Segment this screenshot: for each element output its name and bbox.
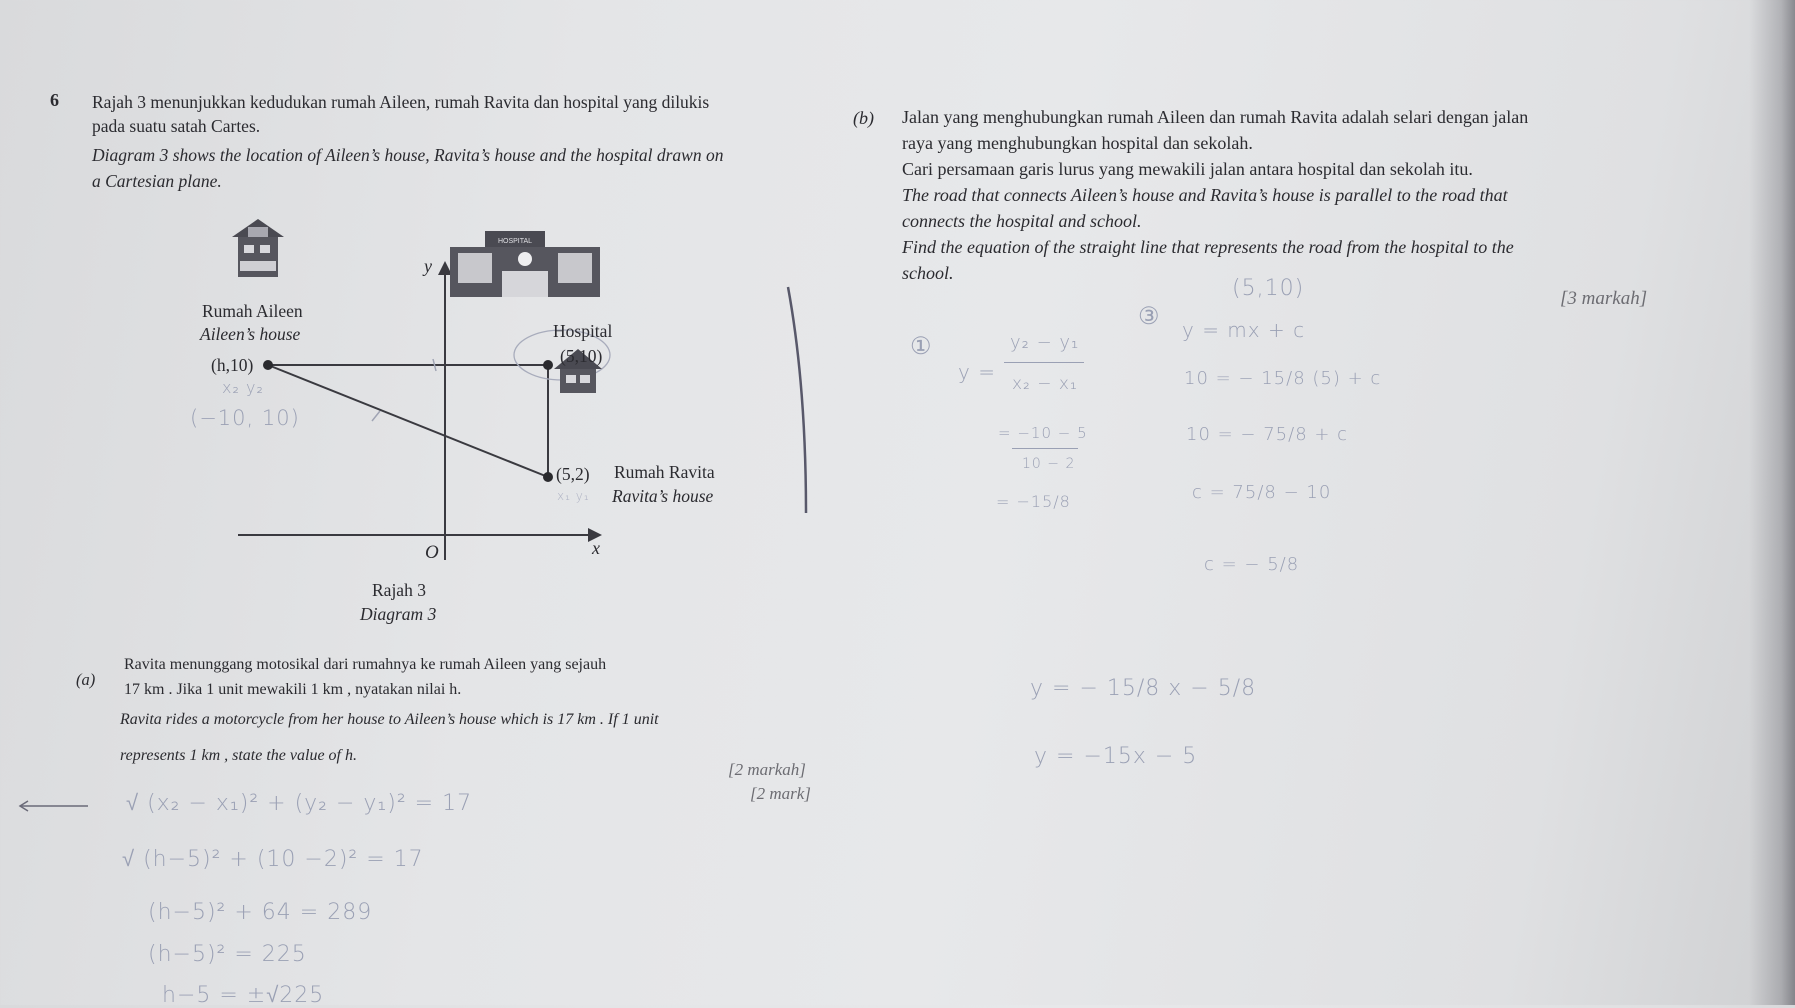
point-ravita (543, 472, 553, 482)
part-b-english (902, 182, 1514, 286)
fraction-bar (1012, 448, 1078, 449)
hw-b-sub2: 10 = − 75/8 + c (1186, 424, 1349, 445)
hw-b-step1: ① (910, 332, 933, 360)
hw-b-grad-lhs: y = (958, 360, 996, 384)
aileen-label-english: Aileen’s house (200, 324, 301, 344)
part-b-malay (902, 104, 1528, 182)
hw-b-step3: ③ (1138, 302, 1161, 330)
hw-a-line2: √ (h−5)² + (10 −2)² = 17 (122, 847, 424, 872)
intro-english-line: Diagram 3 shows the location of Aileen’s house, Ravita’s house and the hospital drawn on (92, 145, 724, 165)
hw-b-final1: y = − 15/8 x − 5/8 (1030, 676, 1257, 701)
hospital-icon (450, 231, 600, 297)
aileen-coordinate: (h,10) (211, 355, 254, 375)
hw-b-sub1: 10 = − 15/8 (5) + c (1184, 368, 1382, 389)
part-a-malay (124, 652, 606, 702)
hw-b-sub4: c = − 5/8 (1204, 554, 1300, 575)
pencil-tick (372, 411, 380, 421)
point-hospital (543, 360, 553, 370)
intro-malay-line: pada suatu satah Cartes. (92, 116, 261, 136)
aileen-label-malay: Rumah Aileen (202, 301, 303, 321)
intro-malay-line: Rajah 3 menunjukkan kedudukan rumah Aileen, rumah Ravita dan hospital yang dilukis (92, 92, 710, 112)
line-aileen-ravita (268, 365, 548, 477)
part-a-label: (a) (76, 670, 96, 689)
hw-b-grad2-bot: 10 − 2 (1022, 456, 1076, 472)
intro-english-line: a Cartesian plane. (92, 171, 222, 191)
part-b-english-line: school. (902, 263, 954, 283)
hospital-coordinate: (5,10) (560, 346, 603, 366)
hw-b-sub3: c = 75/8 − 10 (1192, 482, 1332, 503)
part-b-malay-line: Jalan yang menghubungkan rumah Aileen dan rumah Ravita adalah selari dengan jalan (902, 107, 1529, 127)
part-b-english-line: connects the hospital and school. (902, 211, 1142, 231)
part-b-english-line: The road that connects Aileen’s house and Ravita’s house is parallel to the road that (902, 185, 1508, 205)
part-a-english-line: represents 1 km , state the value of h. (120, 747, 357, 764)
fraction-bar (1004, 362, 1084, 363)
intro-english (92, 142, 723, 194)
hw-b-grad3: = −15/8 (996, 492, 1071, 511)
part-a-english-line: Ravita rides a motorcycle from her house to Aileen’s house which is 17 km . If 1 unit (120, 711, 659, 728)
part-a-english (120, 702, 659, 774)
y-axis-arrow (438, 261, 452, 275)
part-b-malay-line: raya yang menghubungkan hospital dan sekolah. (902, 133, 1253, 153)
hw-a-line3: (h−5)² + 64 = 289 (148, 900, 373, 925)
handwriting-x2y2: x₂ y₂ (222, 378, 264, 397)
part-b-marks: [3 markah] (1560, 288, 1648, 309)
x-axis-label: x (592, 538, 600, 558)
aileen-house-icon (232, 219, 284, 277)
hw-a-line5: h−5 = ±√225 (162, 983, 325, 1008)
pencil-stroke (788, 287, 806, 513)
hospital-sign-text: HOSPITAL (497, 238, 533, 245)
part-a-malay-line: 17 km . Jika 1 unit mewakili 1 km , nyatakan nilai h. (124, 681, 462, 698)
question-number: 6 (50, 90, 59, 110)
diagram-caption-malay: Rajah 3 (372, 580, 426, 600)
part-a-marks-english: [2 mark] (750, 784, 811, 803)
part-a-marks-malay: [2 markah] (728, 760, 806, 779)
part-a-malay-line: Ravita menunggang motosikal dari rumahnya ke rumah Aileen yang sejauh (124, 656, 607, 673)
ravita-label-english: Ravita’s house (612, 486, 714, 506)
hw-b-eq: y = mx + c (1182, 318, 1306, 342)
diagram-caption-english: Diagram 3 (360, 604, 437, 624)
hw-b-final2: y = −15x − 5 (1034, 744, 1198, 769)
ravita-coordinate: (5,2) (556, 464, 590, 484)
margin-arrow (14, 796, 94, 816)
handwriting-x1y1: x₁ y₁ (557, 489, 590, 503)
hw-b-grad-top: y₂ − y₁ (1010, 332, 1080, 353)
hw-a-line1: √ (x₂ − x₁)² + (y₂ − y₁)² = 17 (126, 791, 473, 816)
intro-malay (92, 90, 709, 138)
hw-b-grad2-top: = −10 − 5 (998, 424, 1088, 442)
part-b-label: (b) (853, 108, 874, 128)
point-aileen (263, 360, 273, 370)
hospital-label: Hospital (553, 321, 613, 341)
part-b-english-line: Find the equation of the straight line that represents the road from the hospital to the (902, 237, 1514, 257)
origin-label: O (425, 542, 439, 563)
part-b-malay-line: Cari persamaan garis lurus yang mewakili jalan antara hospital dan sekolah itu. (902, 159, 1473, 179)
hw-a-line4: (h−5)² = 225 (148, 942, 307, 967)
y-axis-label: y (424, 256, 432, 276)
handwriting-aileen-point: (−10, 10) (190, 406, 300, 430)
hw-b-grad-bot: x₂ − x₁ (1012, 374, 1078, 394)
hw-b-point: (5,10) (1232, 276, 1305, 301)
ravita-label-malay: Rumah Ravita (614, 462, 715, 482)
page-edge-shadow (1749, 0, 1795, 1005)
